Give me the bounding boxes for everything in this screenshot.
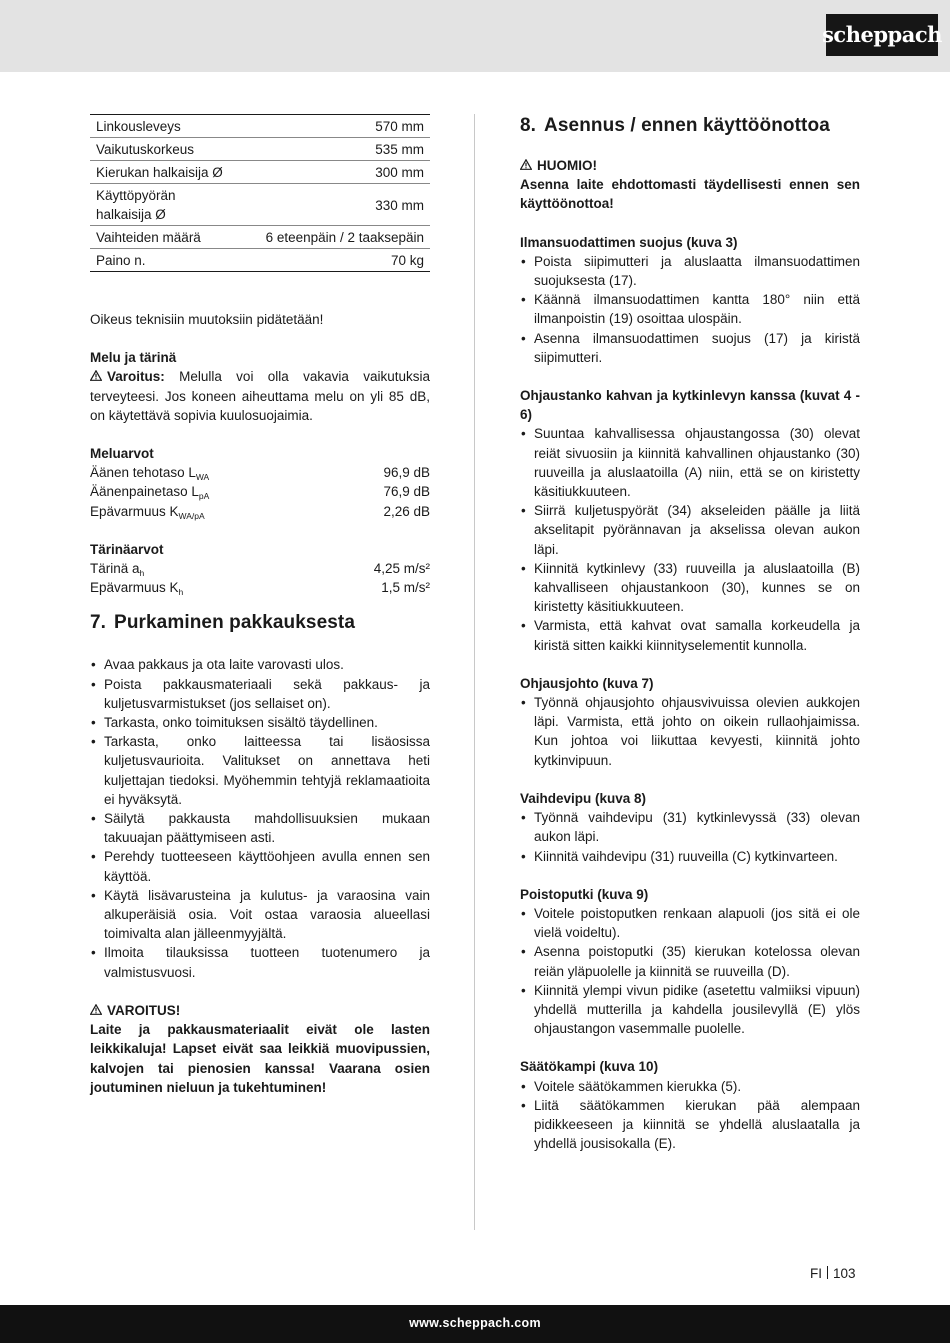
spec-row: [90, 226, 430, 249]
list-item: • Kiinnitä kytkinlevy (33) ruuveilla ja aluslaatoilla (B) kahvalliseen ohjaustankoon (30), kunnes se on kiristetty käsitiukkuuteen.: [520, 559, 860, 617]
value-amount: 76,9 dB: [383, 484, 430, 500]
spec-row: [90, 161, 430, 184]
section-7-number: 7.: [90, 612, 107, 634]
list-item: • Työnnä ohjausjohto ohjausvivuissa olevien aukkojen läpi. Varmista, että johto on oikein rullaohjaimissa. Kun johtoa voi liikuttaa kevyesti, kiinnitä johto kytkinvipuun.: [520, 693, 860, 770]
assembly-block: [520, 233, 860, 367]
notice: [520, 156, 860, 175]
spec-label: Paino n.: [96, 253, 146, 268]
notice-text: Asenna laite ehdottomasti täydellisesti ennen sen käyttöönottoa!: [520, 177, 860, 212]
vibration-values: [90, 559, 430, 597]
value-amount: 2,26 dB: [383, 503, 430, 519]
spec-table: [90, 114, 430, 272]
spec-row: [90, 115, 430, 138]
value-label-subscript: WA/pA: [178, 510, 205, 521]
unpacking-list: [90, 655, 430, 981]
assembly-block: [520, 885, 860, 1039]
list-item: • Poista siipimutteri ja aluslaatta ilmansuodattimen suojuksesta (17).: [520, 252, 860, 290]
list-item: • Siirrä kuljetuspyörät (34) akseleiden päälle ja liitä akselitapit pyörännavan ja akselissa olevan aukon läpi.: [520, 501, 860, 559]
page-number-separator: [827, 1266, 828, 1279]
value-row: [90, 578, 430, 597]
list-item: • Tarkasta, onko laitteessa tai lisäosissa kuljetusvaurioita. Valitukset on annettava heti kuljettajan tiedoksi. Myöhemmin tehtyjä reklamaatioita ei hyväksytä.: [90, 732, 430, 809]
value-row: [90, 559, 430, 578]
noise-warning-label: Varoitus:: [107, 369, 165, 385]
notice-label: HUOMIO!: [537, 158, 597, 173]
list-item: • Säilytä pakkausta mahdollisuuksien mukaan takuuajan päättymiseen asti.: [90, 809, 430, 847]
page-lang: FI: [810, 1266, 822, 1281]
value-label-text: Tärinä a: [90, 561, 140, 577]
value-amount: 1,5 m/s²: [381, 580, 430, 596]
assembly-list: [520, 424, 860, 654]
vibration-heading: Tärinäarvot: [90, 541, 164, 557]
assembly-block: [520, 1057, 860, 1153]
value-label: [90, 559, 144, 578]
warning-2-label: VAROITUS!: [107, 1002, 181, 1018]
assembly-list: [520, 693, 860, 770]
warning-icon: [90, 367, 102, 386]
section-7-text: Purkaminen pakkauksesta: [114, 612, 356, 634]
spec-row: [90, 184, 430, 226]
section-8-number: 8.: [520, 115, 537, 136]
list-item: • Kiinnitä vaihdevipu (31) ruuveilla (C) kytkinvarteen.: [520, 847, 860, 866]
spec-row: [90, 138, 430, 161]
value-label: [90, 578, 183, 597]
assembly-list: [520, 1077, 860, 1154]
value-label-subscript: WA: [195, 472, 210, 483]
warning-2-text: Laite ja pakkausmateriaalit eivät ole lasten leikkikaluja! Lapset eivät saa leikkiä muovipussien, kalvojen tai pienosien kanssa! Vaarana osien joutuminen nieluun ja tukehtuminen!: [90, 1022, 430, 1095]
value-label-text: Äänenpainetaso L: [90, 484, 199, 500]
value-amount: 96,9 dB: [383, 465, 430, 481]
warning-icon: [90, 1001, 102, 1020]
value-label-subscript: h: [178, 587, 184, 598]
value-label: [90, 502, 205, 521]
page-number-value: 103: [833, 1266, 856, 1281]
list-item: • Avaa pakkaus ja ota laite varovasti ulos.: [90, 655, 430, 674]
spec-value: 535 mm: [230, 138, 430, 161]
list-item: • Perehdy tuotteeseen käyttöohjeen avulla ennen sen käyttöä.: [90, 847, 430, 885]
assembly-heading: Vaihdevipu (kuva 8): [520, 790, 647, 806]
assembly-block: [520, 386, 860, 655]
spec-label: Vaihteiden määrä: [90, 226, 230, 249]
column-divider: [474, 114, 475, 1230]
spec-value: 330 mm: [230, 184, 430, 226]
warning-icon: [520, 156, 532, 175]
assembly-heading: Ohjaustanko kahvan ja kytkinlevyn kanssa (kuvat 4 - 6): [520, 388, 860, 423]
header-band: [0, 0, 950, 72]
tech-note: Oikeus teknisiin muutoksiin pidätetään!: [90, 312, 324, 327]
list-item: • Tarkasta, onko toimituksen sisältö täydellinen.: [90, 713, 430, 732]
value-label-subscript: h: [139, 568, 145, 579]
spec-value: 570 mm: [230, 115, 430, 138]
warning-2: [90, 1001, 430, 1020]
list-item: • Varmista, että kahvat ovat samalla korkeudella ja kiristä sitten kaikki kiinnityselementit kunnolla.: [520, 616, 860, 654]
section-8-title: [520, 114, 860, 138]
left-column: [90, 114, 430, 1097]
spec-row: [90, 249, 430, 272]
footer-url: www.scheppach.com: [409, 1316, 541, 1331]
list-item: • Voitele säätökammen kierukka (5).: [520, 1077, 860, 1096]
list-item: • Liitä säätökammen kierukan pää alempaan pidikkeeseen ja kiinnitä se yhdellä aluslaatalla ja yhdellä jousisokalla (E).: [520, 1096, 860, 1154]
list-item: • Voitele poistoputken renkaan alapuoli (jos sitä ei ole vielä voideltu).: [520, 904, 860, 942]
assembly-list: [520, 252, 860, 367]
value-row: [90, 463, 430, 482]
brand-logo: scheppach: [826, 14, 938, 56]
noise-warning-text: Melulla voi olla vakavia vaikutuksia terveyteesi. Jos koneen aiheuttama melu on yli 85 dB, on käytettävä sopivia kuulosuojaimia.: [90, 369, 430, 423]
value-label-text: Epävarmuus K: [90, 503, 179, 519]
spec-value: 70 kg: [390, 253, 424, 268]
list-item: • Ilmoita tilauksissa tuotteen tuotenumero ja valmistusvuosi.: [90, 943, 430, 981]
page-number: [810, 1264, 856, 1283]
footer-bar: [0, 1305, 950, 1343]
assembly-block: [520, 789, 860, 866]
noise-warning: [90, 367, 430, 425]
value-label-subscript: pA: [198, 491, 210, 502]
spec-value: 300 mm: [230, 161, 430, 184]
noise-heading: Melu ja tärinä: [90, 350, 177, 366]
value-amount: 4,25 m/s²: [373, 561, 430, 577]
value-label-text: Äänen tehotaso L: [90, 465, 196, 481]
noise-values: [90, 463, 430, 521]
assembly-heading: Ilmansuodattimen suojus (kuva 3): [520, 234, 738, 250]
value-label-text: Epävarmuus K: [90, 580, 179, 596]
value-label: [90, 482, 209, 501]
right-column: [520, 114, 860, 1153]
value-label: [90, 463, 209, 482]
list-item: • Käytä lisävarusteina ja kulutus- ja varaosina vain alkuperäisiä osia. Voit ostaa varaosia alueellasi toimivalta alan jälleenmyyjältä.: [90, 886, 430, 944]
section-7-title: [90, 611, 430, 635]
section-8-text: Asennus / ennen käyttöönottoa: [544, 115, 830, 136]
list-item: • Poista pakkausmateriaali sekä pakkaus- ja kuljetusvarmistukset (jos sellaiset on).: [90, 675, 430, 713]
spec-label: Käyttöpyörän halkaisija Ø: [90, 184, 230, 226]
value-row: [90, 502, 430, 521]
noise-values-heading: Meluarvot: [90, 446, 154, 462]
list-item: • Asenna poistoputki (35) kierukan kotelossa olevan reiän yläpuolelle ja kiinnitä se ruuveilla (D).: [520, 942, 860, 980]
spec-label: Linkousleveys: [90, 115, 230, 138]
list-item: • Asenna ilmansuodattimen suojus (17) ja kiristä siipimutteri.: [520, 329, 860, 367]
assembly-list: [520, 904, 860, 1038]
list-item: • Suuntaa kahvallisessa ohjaustangossa (30) olevat reiät sivuosiin ja kiinnitä kahvallinen ohjaustanko (30) ruuveilla ja aluslaatoilla (A) niin, että se on kiristetty käsitiukkuuteen.: [520, 424, 860, 501]
assembly-heading: Ohjausjohto (kuva 7): [520, 675, 654, 691]
assembly-block: [520, 674, 860, 770]
spec-label: Vaikutuskorkeus: [90, 138, 230, 161]
list-item: • Käännä ilmansuodattimen kantta 180° niin että ilmanpoistin (19) osoittaa ulospäin.: [520, 290, 860, 328]
assembly-heading: Säätökampi (kuva 10): [520, 1059, 659, 1075]
list-item: • Kiinnitä ylempi vivun pidike (asetettu valmiiksi vipuun) yhdellä mutterilla ja kahdella jousilevyllä (E) ylös ohjaustangon vasemmalle puolelle.: [520, 981, 860, 1039]
assembly-sections: [520, 233, 860, 1154]
assembly-heading: Poistoputki (kuva 9): [520, 886, 649, 902]
value-row: [90, 482, 430, 501]
assembly-list: [520, 808, 860, 866]
list-item: • Työnnä vaihdevipu (31) kytkinlevyssä (33) olevan aukon läpi.: [520, 808, 860, 846]
spec-value: 6 eteenpäin / 2 taaksepäin: [230, 226, 430, 249]
spec-label: Kierukan halkaisija Ø: [90, 161, 230, 184]
